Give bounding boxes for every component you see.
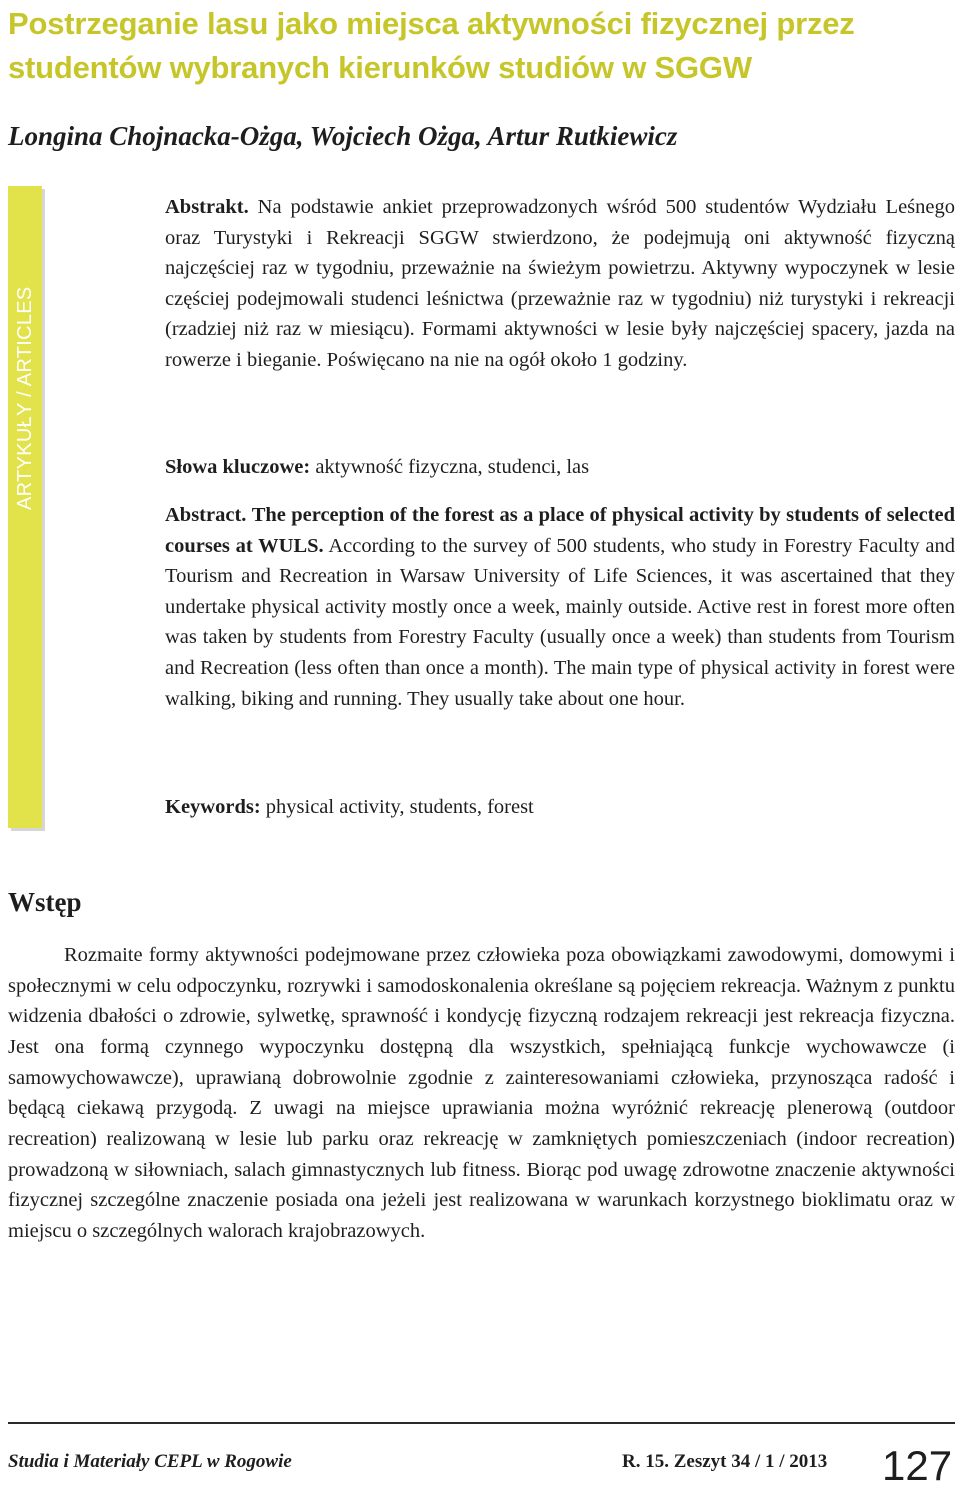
keywords-en — [165, 792, 955, 823]
section-side-label: ARTYKUŁY / ARTICLES — [14, 286, 36, 510]
keywords-en-label: Keywords: — [165, 796, 261, 818]
keywords-pl — [165, 452, 955, 483]
section-heading: Wstęp — [8, 887, 82, 917]
keywords-pl-label: Słowa kluczowe: — [165, 456, 311, 478]
page-number: 127 — [882, 1442, 953, 1489]
keywords-pl-text: aktywność fizyczna, studenci, las — [315, 456, 590, 478]
footer-divider — [8, 1422, 955, 1424]
abstract-en-text: According to the survey of 500 students, who study in Forestry Faculty and Tourism and Recreation in Warsaw University of Life Sciences, it was ascertained that they undertake physical activity mostly once a week, mainly outside. Active rest in forest more often was taken by students from Forestry Faculty (usually once a week) than students from Tourism and Recreation (less often than once a month). The main type of physical activity in forest were walking, biking and running. They usually take about one hour. — [165, 534, 956, 710]
keywords-en-text: physical activity, students, forest — [265, 796, 534, 818]
abstract-pl-text: Na podstawie ankiet przeprowadzonych wśród 500 studentów Wydziału Leśnego oraz Turystyki i Rekreacji SGGW stwierdzono, że podejmują oni aktywność fizyczną najczęściej raz w tygodniu, przeważnie na świeżym powietrzu. Aktywny wypoczynek w lesie częściej podejmowali studenci leśnictwa (przeważnie raz w tygodniu) niż turystyki i rekreacji (rzadziej niż raz w miesiącu). Formami aktywności w lesie były najczęściej spacery, jazda na rowerze i bieganie. Poświęcano na nie na ogół około 1 godziny. — [165, 196, 955, 371]
abstract-pl-label: Abstrakt. — [165, 196, 249, 218]
footer-journal: Studia i Materiały CEPL w Rogowie — [8, 1451, 292, 1472]
abstract-en — [165, 500, 955, 714]
abstract-pl — [165, 192, 955, 376]
section-body: Rozmaite formy aktywności podejmowane przez człowieka poza obowiązkami zawodowymi, domowymi i społecznymi w celu odpoczynku, rozrywki i samodoskonalenia określane są pojęciem rekreacja. Ważnym z punktu widzenia dbałości o zdrowie, sylwetkę, sprawność i kondycję fizyczną rodzajem rekreacji jest rekreacja fizyczna. Jest ona formą czynnego wypoczynku dostępną dla wszystkich, spełniającą funkcje wychowawcze (i samowychowawcze), uprawianą dobrowolnie zgodnie z zainteresowaniami człowieka, przynosząca radość i będącą ciekawą przygodą. Z uwagi na miejsce uprawiania można wyróżnić rekreację plenerową (outdoor recreation) realizowaną w lesie lub parku oraz rekreację w zamkniętych pomieszczeniach (indoor recreation) prowadzoną w siłowniach, salach gimnastycznych lub fitness. Biorąc pod uwagę zdrowotne znaczenie aktywności fizycznej szczególne znaczenie posiada ona jeżeli jest realizowana w warunkach korzystnego bioklimatu oraz w miejscu o szczególnych walorach krajobrazowych. — [8, 944, 955, 1242]
abstract-en-label: Abstract. — [165, 504, 247, 526]
abstract-en-title: The perception of the forest as a place of physical activity by students of selected courses at WULS. — [165, 504, 956, 557]
article-title: Postrzeganie lasu jako miejsca aktywności fizycznej przez studentów wybranych kierunków studiów w SGGW — [8, 6, 855, 85]
footer-issue: R. 15. Zeszyt 34 / 1 / 2013 — [622, 1451, 828, 1472]
article-authors: Longina Chojnacka-Ożga, Wojciech Ożga, Artur Rutkiewicz — [8, 121, 678, 151]
